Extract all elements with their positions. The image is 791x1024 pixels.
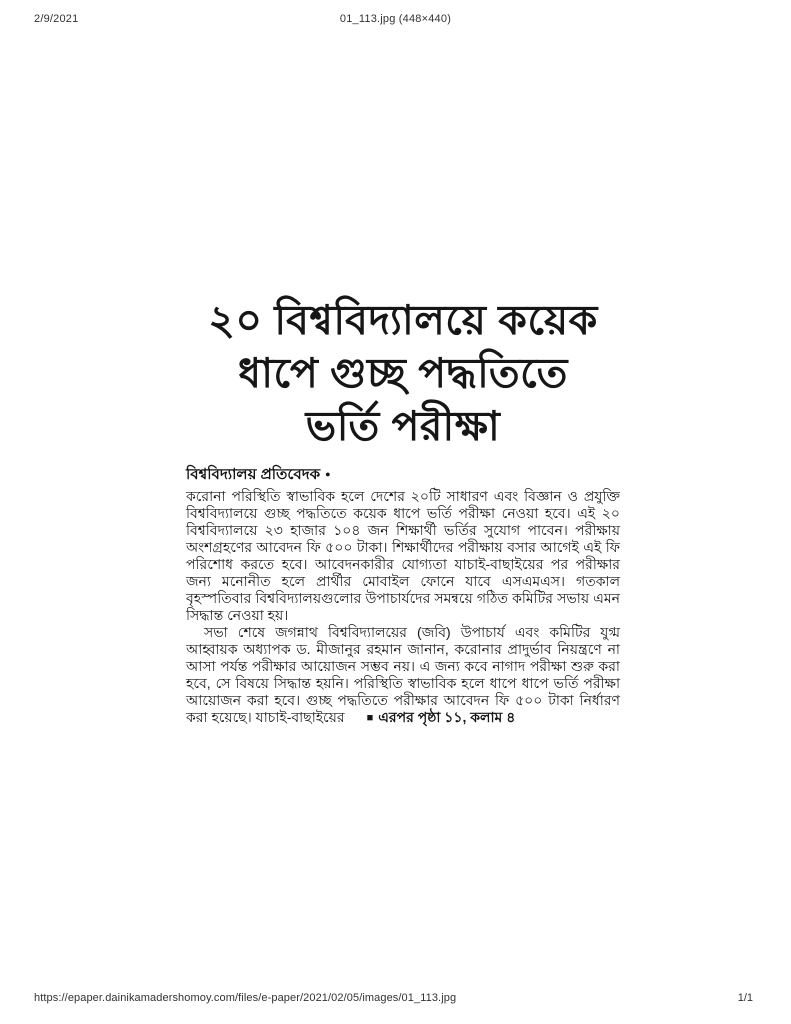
document-title: 01_113.jpg (448×440) <box>339 13 452 25</box>
article-paragraph-text: সভা শেষে জগন্নাথ বিশ্ববিদ্যালয়ের (জবি) উপাচার্য এবং কমিটির যুগ্ম আহ্বায়ক অধ্যাপক ড. মীজানুর রহমান জানান, করোনার প্রাদুর্ভাব নিয়ন্ত্রণে না আসা পর্যন্ত পরীক্ষার আয়োজন সম্ভব নয়। এ জন্য কবে নাগাদ পরীক্ষা শুরু করা হবে, সে বিষয়ে সিদ্ধান্ত হয়নি। পরিস্থিতি স্বাভাবিক হলে ধাপে ধাপে ভর্তি পরীক্ষা আয়োজন করা হবে। গুচ্ছ পদ্ধতিতে পরীক্ষার আবেদন ফি ৫০০ টাকা নির্ধারণ করা হয়েছে। যাচাই-বাছাইয়ের <box>186 624 620 725</box>
print-date: 2/9/2021 <box>34 13 79 25</box>
source-url: https://epaper.dainikamadershomoy.com/files/e-paper/2021/02/05/images/01_113.jpg <box>34 992 457 1004</box>
square-bullet-icon: ■ <box>366 712 374 724</box>
byline-bullet-icon: ● <box>325 469 331 479</box>
article-paragraph: করোনা পরিস্থিতি স্বাভাবিক হলে দেশের ২০টি সাধারণ এবং বিজ্ঞান ও প্রযুক্তি বিশ্ববিদ্যালয়ে গুচ্ছ পদ্ধতিতে কয়েক ধাপে ভর্তি পরীক্ষা নেওয়া হবে। এই ২০ বিশ্ববিদ্যালয়ে ২৩ হাজার ১০৪ জন শিক্ষার্থী ভর্তির সুযোগ পাবেন। পরীক্ষায় অংশগ্রহণের আবেদন ফি ৫০০ টাকা। শিক্ষার্থীদের পরীক্ষায় বসার আগেই এই ফি পরিশোধ করতে হবে। আবেদনকারীর যোগ্যতা যাচাই-বাছাইয়ের পর পরীক্ষার জন্য মনোনীত হলে প্রার্থীর মোবাইল ফোনে যাবে এসএমএস। গতকাল বৃহস্পতিবার বিশ্ববিদ্যালয়গুলোর উপাচার্যদের সমন্বয়ে গঠিত কমিটির সভায় এমন সিদ্ধান্ত নেওয়া হয়। <box>186 488 620 623</box>
article-paragraph <box>186 624 620 727</box>
headline-line-2: ধাপে গুচ্ছ পদ্ধতিতে <box>238 350 568 396</box>
headline-line-1: ২০ বিশ্ববিদ্যালয়ে কয়েক <box>208 297 598 343</box>
article-headline <box>186 294 620 453</box>
byline-text: বিশ্ববিদ্যালয় প্রতিবেদক <box>186 466 321 483</box>
page-indicator: 1/1 <box>737 992 753 1004</box>
newspaper-clipping <box>186 294 620 727</box>
article-body <box>186 488 620 727</box>
continuation-note <box>367 709 516 725</box>
continuation-text: এরপর পৃষ্ঠা ১১, কলাম ৪ <box>378 709 516 725</box>
byline <box>186 465 620 484</box>
headline-line-3: ভর্তি পরীক্ষা <box>305 403 501 449</box>
